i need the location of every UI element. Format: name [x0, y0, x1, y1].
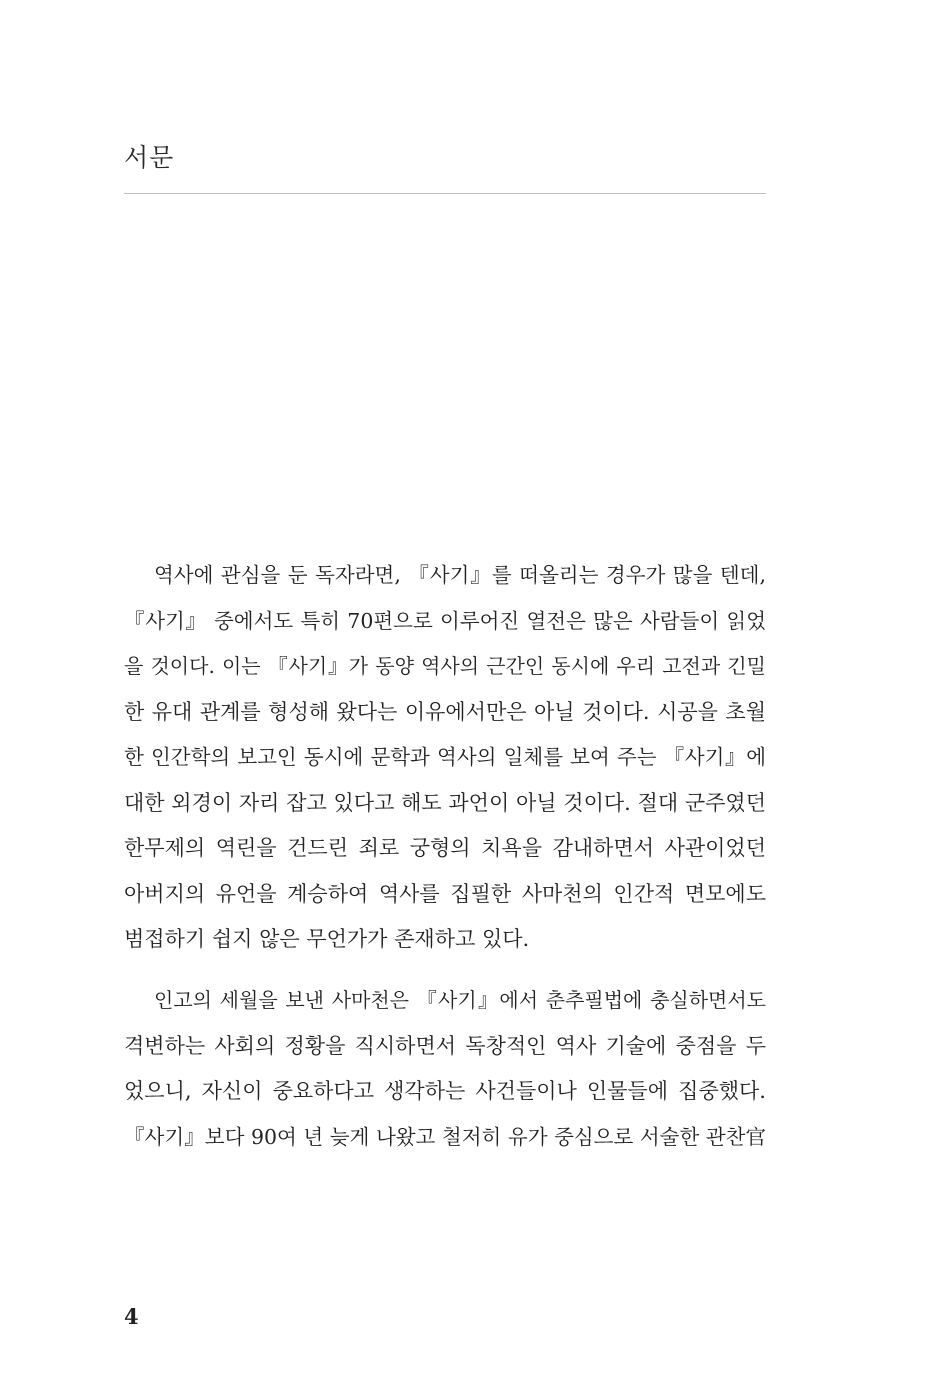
text-line: 격변하는 사회의 정황을 직시하면서 독창적인 역사 기술에 중점을 두 [124, 1033, 766, 1058]
text-line: 역사에 관심을 둔 독자라면, 『사기』를 떠올리는 경우가 많을 텐데, [154, 563, 766, 587]
text-line: 『사기』보다 90여 년 늦게 나왔고 철저히 유가 중심으로 서술한 관찬官 [124, 1124, 766, 1149]
text-line: 한 유대 관계를 형성해 왔다는 이유에서만은 아닐 것이다. 시공을 초월 [124, 699, 766, 724]
text-line: 한 인간학의 보고인 동시에 문학과 역사의 일체를 보여 주는 『사기』에 [124, 745, 766, 769]
page-number: 4 [124, 1304, 139, 1329]
text-line: 을 것이다. 이는 『사기』가 동양 역사의 근간인 동시에 우리 고전과 긴밀 [124, 654, 766, 678]
text-line: 『사기』 중에서도 특히 70편으로 이루어진 열전은 많은 사람들이 읽었 [124, 608, 766, 633]
text-line: 범접하기 쉽지 않은 무언가가 존재하고 있다. [124, 927, 530, 951]
text-line: 인고의 세월을 보낸 사마천은 『사기』에서 춘추필법에 충실하면서도 [154, 988, 766, 1012]
text-line: 대한 외경이 자리 잡고 있다고 해도 과언이 아닐 것이다. 절대 군주였던 [124, 790, 766, 815]
paragraph-2 [124, 978, 766, 1160]
paragraph-1 [124, 553, 766, 963]
text-line: 었으니, 자신이 중요하다고 생각하는 사건들이나 인물들에 집중했다. [124, 1079, 766, 1103]
text-line: 한무제의 역린을 건드린 죄로 궁형의 치욕을 감내하면서 사관이었던 [124, 836, 766, 860]
text-line: 아버지의 유언을 계승하여 역사를 집필한 사마천의 인간적 면모에도 [124, 881, 766, 906]
heading-divider [124, 193, 766, 194]
section-heading: 서문 [124, 143, 175, 172]
